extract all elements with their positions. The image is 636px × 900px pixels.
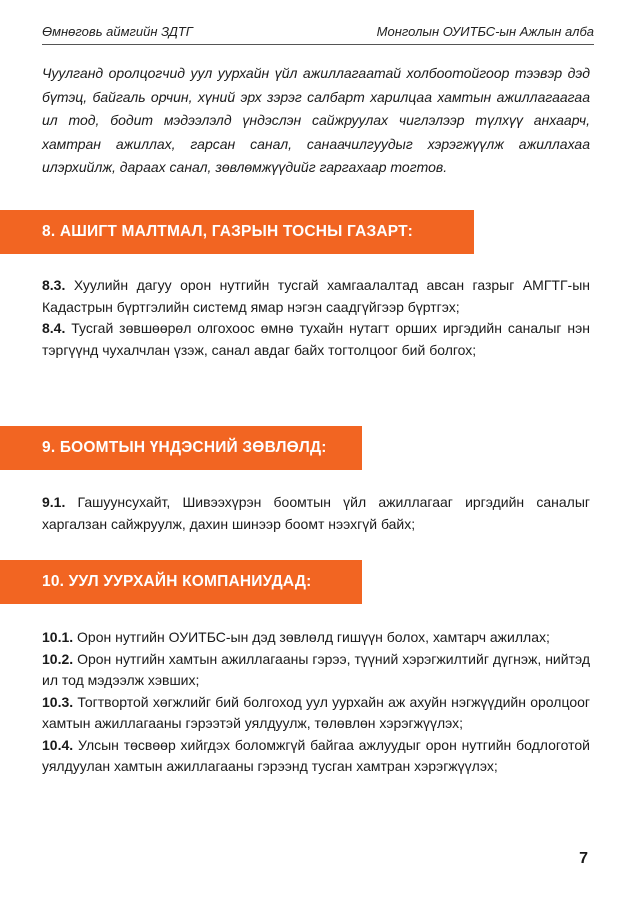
item-number: 8.3. — [42, 277, 66, 293]
list-item — [42, 735, 590, 778]
header-right-title: Монголын ОУИТБС-ын Ажлын алба — [376, 23, 594, 39]
item-text: Хуулийн дагуу орон нутгийн тусгай хамгаалалтад авсан газрыг АМГТГ-ын Кадастрын бүртгэлийн системд ямар нэгэн саадгүйгээр бүртгэх; — [42, 277, 590, 315]
item-text: Улсын төсвөөр хийгдэх боломжгүй байгаа ажлуудыг орон нутгийн бодлоготой уялдуулан хамтын ажиллагааны гэрээнд тусган хамтран хэрэгжүүлэх; — [42, 736, 590, 774]
header-left-title: Өмнөговь аймгийн ЗДТГ — [42, 23, 193, 39]
list-item — [42, 649, 590, 692]
running-header — [42, 18, 594, 45]
list-item — [42, 627, 590, 649]
list-item — [42, 318, 590, 361]
list-item — [42, 492, 590, 535]
list-item — [42, 692, 590, 735]
item-number: 9.1. — [42, 494, 66, 510]
section-9-body — [42, 492, 590, 535]
item-number: 10.2. — [42, 650, 74, 667]
section-10-body — [42, 627, 590, 778]
item-text: Тусгай зөвшөөрөл олгохоос өмнө тухайн нутагт орших иргэдийн саналыг нэн тэргүүнд чухалчлан үзэж, санал авдаг байх тогтолцоог бий болгох; — [42, 320, 590, 358]
section-9-title: 9. БООМТЫН ҮНДЭСНИЙ ЗӨВЛӨЛД: — [42, 439, 327, 456]
item-text: Тогтвортой хөгжлийг бий болгоход уул уурхайн аж ахуйн нэгжүүдийн оролцоог хамтын ажиллагааны гэрээтэй уялдуулж, төлөвлөн хэрэгжүүлэх; — [42, 693, 590, 731]
item-text: Орон нутгийн ОУИТБС-ын дэд зөвлөлд гишүүн болох, хамтарч ажиллах; — [77, 629, 550, 645]
section-10-title: 10. УУЛ УУРХАЙН КОМПАНИУДАД: — [42, 573, 312, 590]
item-number: 8.4. — [42, 320, 66, 336]
intro-paragraph: Чуулганд оролцогчид уул уурхайн үйл ажиллагаатай холбоотойгоор тээвэр дэд бүтэц, байгаль орчин, хүний эрх зэрэг салбарт харилцаа хамтын ажиллагаагаа ил тод, бодит мэдээлэлд үндэслэн сайжруулах чиглэлээр түлхүү анхаарч, хамтран ажиллах, гарсан санал, санаачилгуудыг хэрэгжүүлж ажиллахаа илэрхийлж, дараах санал, зөвлөмжүүдийг гаргахаар тогтов. — [42, 65, 590, 175]
section-10-heading — [0, 560, 362, 604]
section-8-body — [42, 275, 590, 361]
item-number: 10.3. — [42, 693, 74, 710]
page-number: 7 — [579, 850, 588, 867]
item-text: Гашуунсухайт, Шивээхүрэн боомтын үйл ажиллагааг иргэдийн саналыг харгалзан сайжруулж, дахин шинээр боомт нээхгүй байх; — [42, 494, 590, 532]
section-8-title: 8. АШИГТ МАЛТМАЛ, ГАЗРЫН ТОСНЫ ГАЗАРТ: — [42, 223, 413, 240]
section-9-heading — [0, 426, 362, 470]
item-number: 10.1. — [42, 629, 74, 645]
item-number: 10.4. — [42, 736, 74, 753]
list-item — [42, 275, 590, 318]
section-8-heading — [0, 210, 474, 254]
item-text: Орон нутгийн хамтын ажиллагааны гэрээ, түүний хэрэгжилтийг дүгнэж, нийтэд ил тод мэдээлж хэвших; — [42, 650, 590, 688]
